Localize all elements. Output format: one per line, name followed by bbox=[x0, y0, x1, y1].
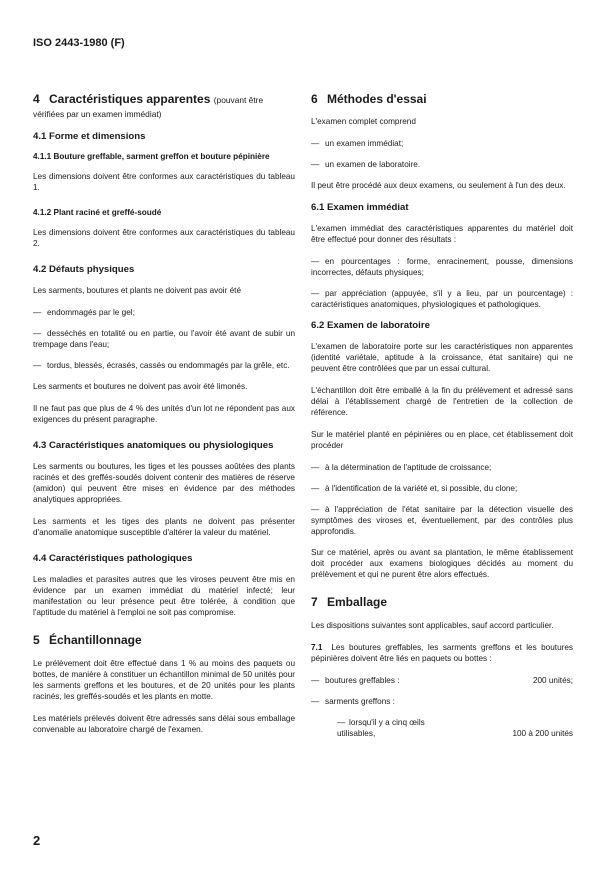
left-column bbox=[33, 92, 295, 746]
list-item: — par appréciation (appuyée, s'il y a lieu, par un pourcentage) : caractéristiques anatomiques, physiologiques et pathologiques. bbox=[311, 289, 573, 310]
sub-list-item: — lorsqu'il y a cinq œils utilisables, 100 à 200 unités bbox=[337, 717, 573, 738]
list-item: — à l'identification de la variété et, si possible, du clone; bbox=[311, 484, 518, 494]
list-item: — sarments greffons : bbox=[311, 696, 395, 706]
section-6-2-heading: 6.2 Examen de laboratoire bbox=[311, 320, 430, 332]
list-item: — boutures greffables : 200 unités; bbox=[311, 675, 573, 685]
page-number: 2 bbox=[33, 833, 41, 848]
section-6-2-text-2: L'échantillon doit être emballé à la fin du prélèvement et adressé sans délai à l'établissement chargé de l'entretien de la collection de référence. bbox=[311, 386, 573, 418]
section-6-intro: L'examen complet comprend bbox=[311, 117, 416, 127]
section-4-2-heading: 4.2 Défauts physiques bbox=[33, 264, 135, 276]
section-6-2-text-4: Sur ce matériel, après ou avant sa plantation, le même établissement doit procéder aux examens biologiques décidés au moment du prélèvement et qui ne purent être alors effectués. bbox=[311, 548, 573, 580]
list-item: — desséchés en totalité ou en partie, ou l'avoir été avant de subir un trempage dans l'eau; bbox=[33, 329, 295, 350]
list-item: — à l'appréciation de l'état sanitaire par la détection visuelle des symptômes des viroses et, éventuellement, par des contrôles plus approfondis. bbox=[311, 505, 573, 537]
section-5-text-2: Les matériels prélevés doivent être adressés sans délai sous emballage convenable au laboratoire chargé de l'examen. bbox=[33, 713, 295, 734]
section-4-4-heading: 4.4 Caractéristiques pathologiques bbox=[33, 553, 193, 565]
section-4-2-text-3: Il ne faut pas que plus de 4 % des unités d'un lot ne répondent pas aux exigences du présent paragraphe. bbox=[33, 404, 295, 425]
section-4-1-2-text: Les dimensions doivent être conformes aux caractéristiques du tableau 2. bbox=[33, 228, 295, 249]
section-5-text-1: Le prélèvement doit être effectué dans 1 % au moins des paquets ou bottes, de manière à constituer un échantillon minimal de 50 unités pour les sarments greffons et les boutures, et de 20 unités pour les plants racinés, les greffés-soudés et les plants en motte. bbox=[33, 658, 295, 701]
section-4-subtitle: (pouvant être vérifiées par un examen immédiat) bbox=[33, 95, 264, 120]
section-4-2-intro: Les sarments, boutures et plants ne doivent pas avoir été bbox=[33, 286, 241, 296]
section-6-heading: 6 Méthodes d'essai bbox=[311, 92, 427, 106]
section-7-1-text: 7.1 Les boutures greffables, les sarments greffons et les boutures pépinières doivent être liés en paquets ou bottes : bbox=[311, 642, 573, 663]
section-6-text: Il peut être procédé aux deux examens, ou seulement à l'un des deux. bbox=[311, 181, 566, 191]
list-item: — un examen de laboratoire. bbox=[311, 160, 421, 170]
list-item: — à la détermination de l'aptitude de croissance; bbox=[311, 463, 492, 473]
section-4-2-text-2: Les sarments et boutures ne doivent pas avoir été limonés. bbox=[33, 382, 248, 392]
section-4-1-1-heading: 4.1.1 Bouture greffable, sarment greffon et bouture pépinière bbox=[33, 151, 270, 161]
list-item: — tordus, blessés, écrasés, cassés ou endommagés par la grêle, etc. bbox=[33, 361, 290, 371]
document-header: ISO 2443-1980 (F) bbox=[33, 37, 125, 49]
list-item: — un examen immédiat; bbox=[311, 139, 404, 149]
section-4-1-1-text: Les dimensions doivent être conformes aux caractéristiques du tableau 1. bbox=[33, 172, 295, 193]
section-5-heading: 5 Échantillonnage bbox=[33, 633, 142, 648]
list-item: — en pourcentages : forme, enracinement, pousse, dimensions incorrectes, défauts physiques; bbox=[311, 257, 573, 278]
section-4-heading: 4 Caractéristiques apparentes (pouvant être vérifiées par un examen immédiat) bbox=[33, 92, 264, 120]
section-4-1-2-heading: 4.1.2 Plant raciné et greffé-soudé bbox=[33, 208, 162, 218]
section-4-4-text: Les maladies et parasites autres que les viroses peuvent être mis en évidence par un examen immédiat du matériel infecté; leur manifestation ou leur présence peut être tolérée, à condition que l'aptitude du matériel à l'emploi ne soit pas compromise. bbox=[33, 575, 295, 618]
section-4-3-text-2: Les sarments et les tiges des plants ne doivent pas présenter d'anomalie anatomique susceptible d'altérer la valeur du matériel. bbox=[33, 517, 295, 538]
section-6-2-text-1: L'examen de laboratoire porte sur les caractéristiques non apparentes (identité variétale, aptitude à la croissance, état sanitaire) qui ne peuvent être contrôlées que par un essai cultural. bbox=[311, 342, 573, 374]
section-6-1-heading: 6.1 Examen immédiat bbox=[311, 202, 409, 214]
section-7-heading: 7 Emballage bbox=[311, 595, 388, 610]
list-item: — endommagés par le gel; bbox=[33, 308, 135, 318]
section-4-3-text-1: Les sarments ou boutures, les tiges et les pousses aoûtées des plants racinés et des greffés-soudés doivent contenir des matières de réserve (amidon) qui peuvent être mises en évidence par des méthodes analytiques appropriées. bbox=[33, 462, 295, 505]
section-4-1-heading: 4.1 Forme et dimensions bbox=[33, 130, 146, 142]
right-column bbox=[311, 92, 573, 749]
section-7-text: Les dispositions suivantes sont applicables, sauf accord particulier. bbox=[311, 620, 554, 630]
section-4-3-heading: 4.3 Caractéristiques anatomiques ou physiologiques bbox=[33, 440, 274, 452]
section-6-2-text-3: Sur le matériel planté en pépinières ou en place, cet établissement doit procéder bbox=[311, 430, 573, 451]
section-6-1-text: L'examen immédiat des caractéristiques apparentes du matériel doit être effectué pour donner des résultats : bbox=[311, 224, 573, 245]
